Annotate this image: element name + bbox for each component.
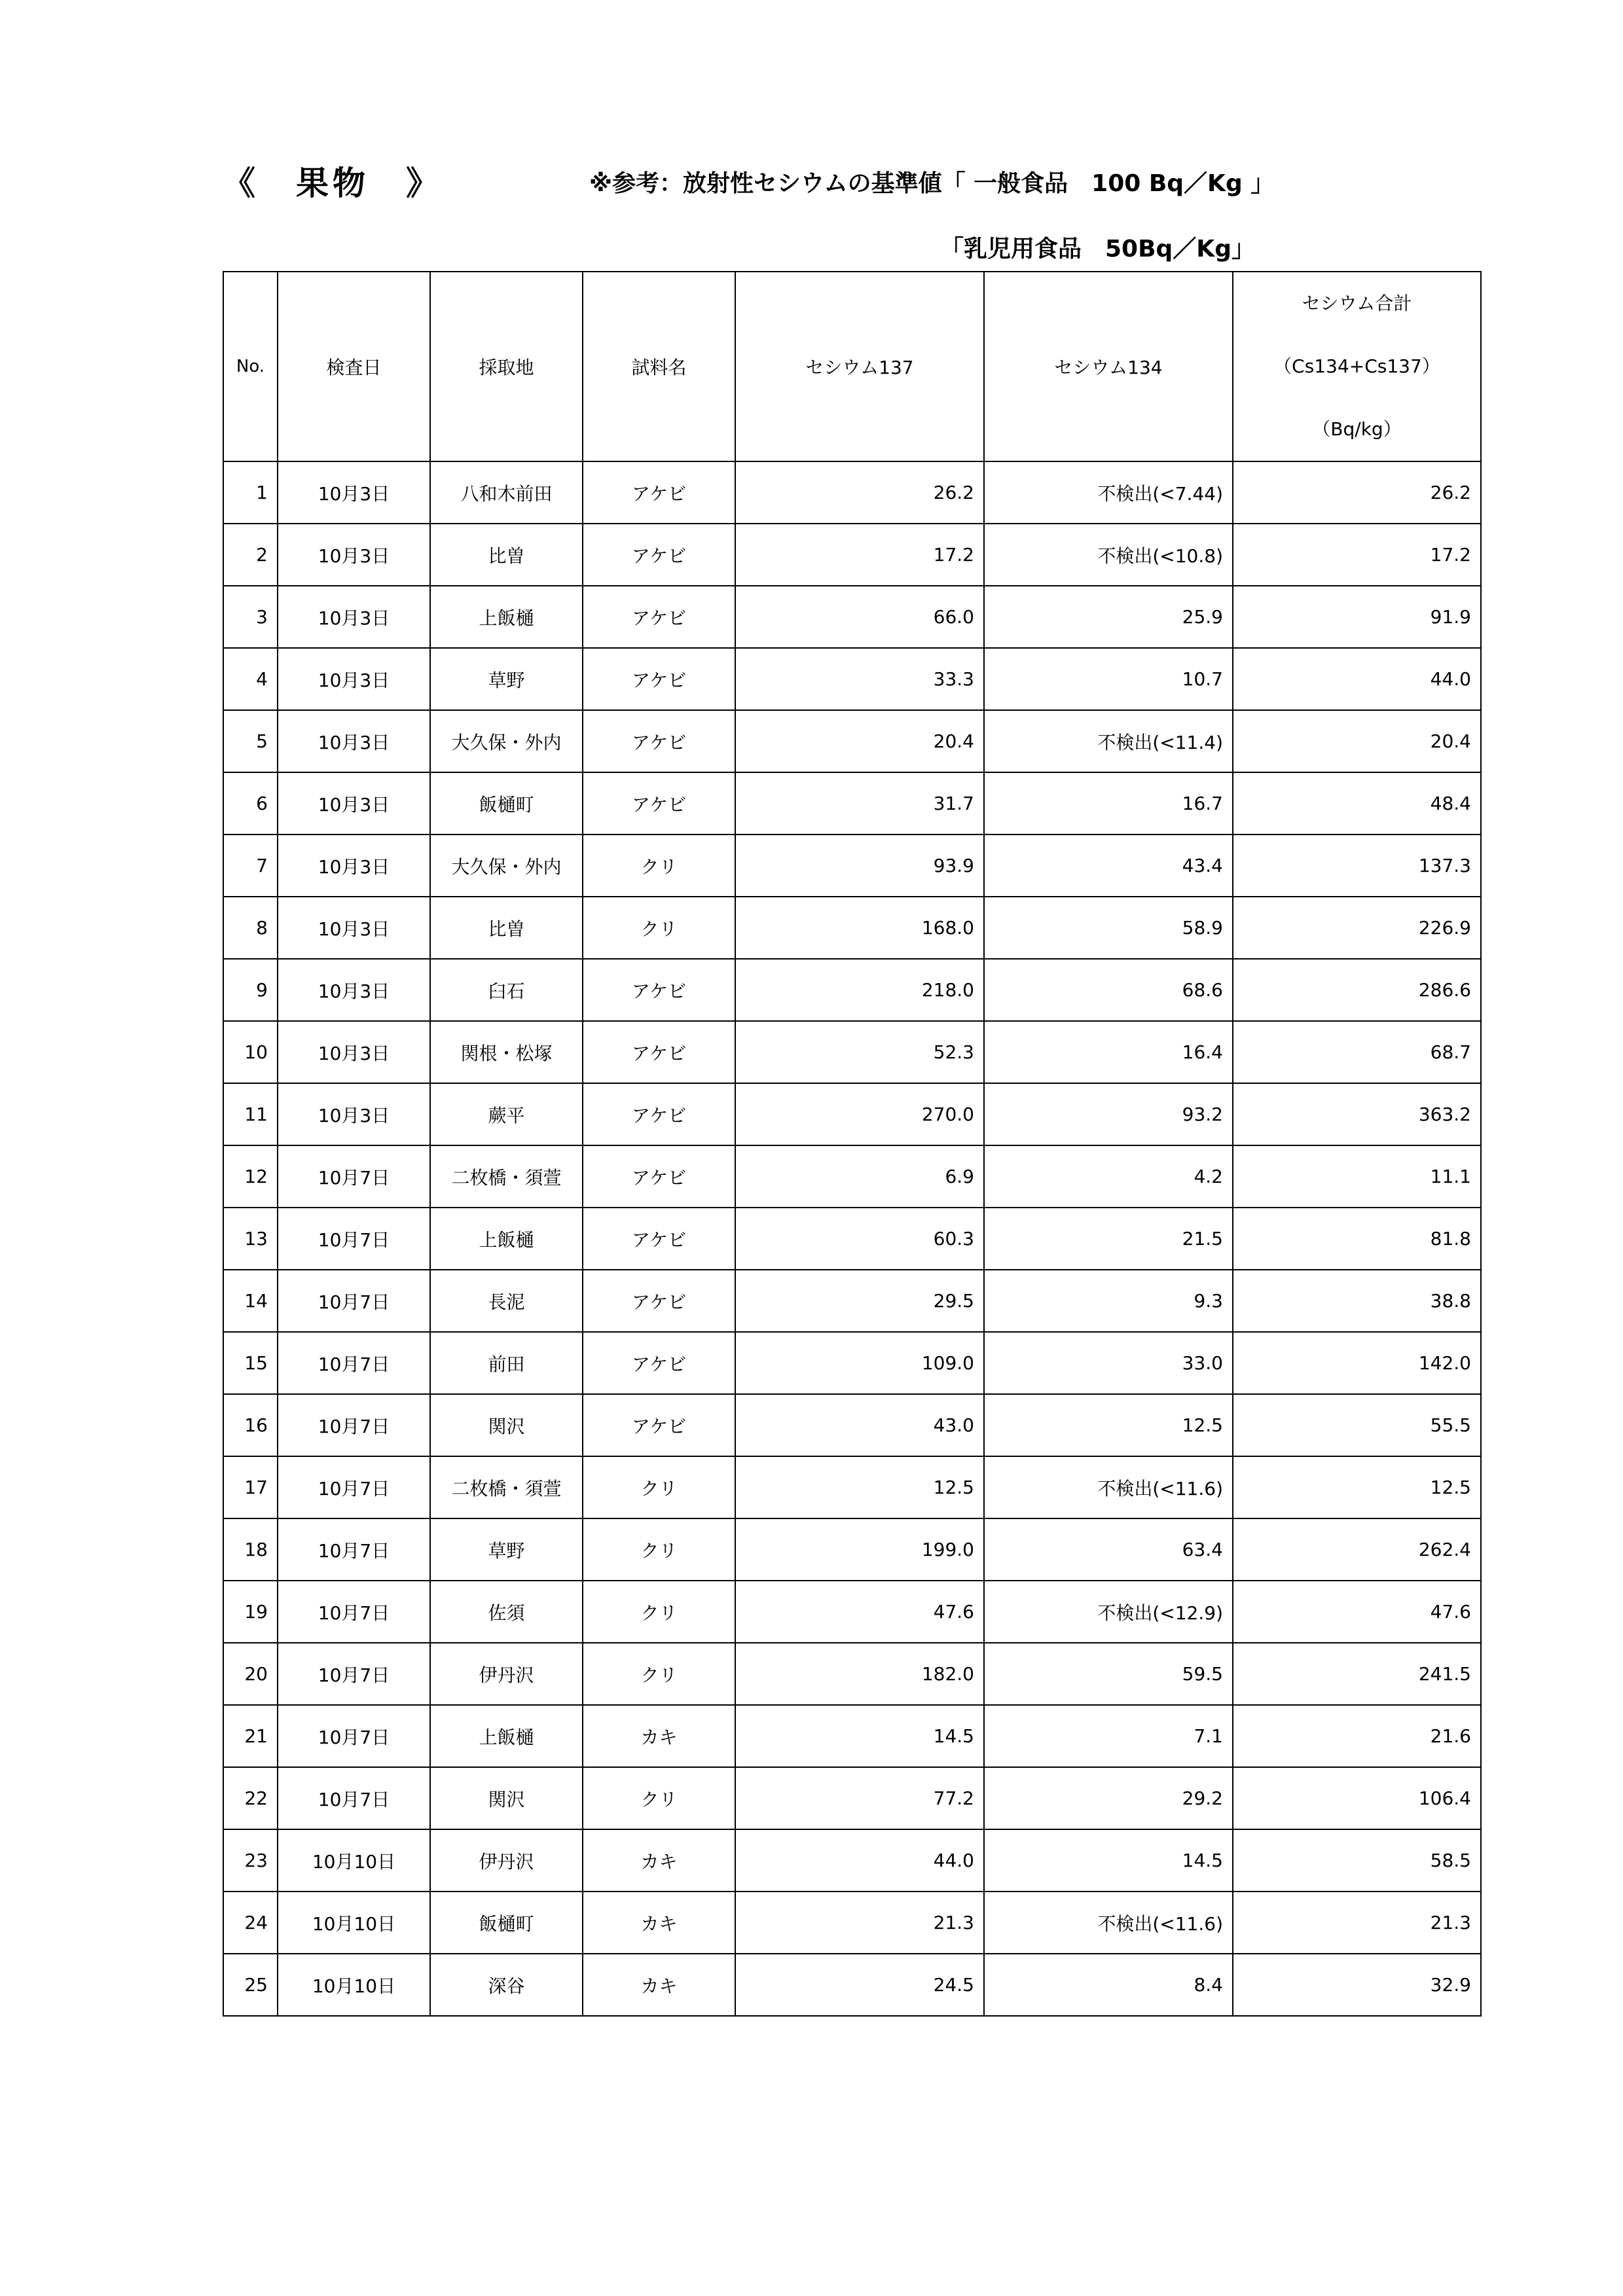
cell-cs137: 12.5 [735,1456,984,1518]
cell-sample: アケビ [583,1394,735,1456]
cell-total: 286.6 [1233,959,1481,1021]
cell-location: 比曽 [430,897,583,959]
cell-date: 10月3日 [278,461,430,524]
cell-date: 10月7日 [278,1394,430,1456]
cell-cs137: 17.2 [735,524,984,586]
cell-total: 32.9 [1233,1954,1481,2016]
table-row [223,1767,1481,1829]
cell-date: 10月3日 [278,772,430,834]
reference-infant-limit: 「乳児用食品 50Bq／Kg」 [940,236,1255,262]
cell-cs137: 20.4 [735,710,984,772]
cell-date: 10月7日 [278,1581,430,1643]
cell-cs134: 不検出(<11.6) [984,1892,1233,1954]
cell-no: 21 [223,1705,278,1767]
table-row [223,1021,1481,1083]
cell-cs137: 60.3 [735,1208,984,1270]
table-row [223,1518,1481,1581]
cell-date: 10月7日 [278,1456,430,1518]
cell-total: 26.2 [1233,461,1481,524]
cell-date: 10月3日 [278,710,430,772]
cell-total: 11.1 [1233,1145,1481,1208]
cell-cs137: 43.0 [735,1394,984,1456]
cell-total: 91.9 [1233,586,1481,648]
cell-total: 363.2 [1233,1083,1481,1145]
cell-no: 1 [223,461,278,524]
cell-total: 20.4 [1233,710,1481,772]
cell-no: 24 [223,1892,278,1954]
cell-no: 3 [223,586,278,648]
cell-date: 10月3日 [278,648,430,710]
cell-cs137: 66.0 [735,586,984,648]
table-row [223,1145,1481,1208]
cell-no: 14 [223,1270,278,1332]
cell-sample: アケビ [583,648,735,710]
cell-location: 二枚橋・須萱 [430,1145,583,1208]
cell-cs134: 93.2 [984,1083,1233,1145]
cell-location: 二枚橋・須萱 [430,1456,583,1518]
cell-no: 9 [223,959,278,1021]
cell-date: 10月3日 [278,1083,430,1145]
cell-location: 関沢 [430,1394,583,1456]
cell-cs134: 10.7 [984,648,1233,710]
header-total-line2: （Cs134+Cs137） [1273,355,1440,377]
cell-cs134: 不検出(<11.6) [984,1456,1233,1518]
cell-total: 21.6 [1233,1705,1481,1767]
table-row [223,1643,1481,1705]
table-row [223,1394,1481,1456]
cell-cs137: 93.9 [735,834,984,897]
cell-cs134: 68.6 [984,959,1233,1021]
cell-date: 10月7日 [278,1518,430,1581]
cell-date: 10月7日 [278,1332,430,1394]
header-date: 検査日 [278,272,430,461]
header-total-line3: （Bq/kg） [1312,418,1402,440]
cell-location: 伊丹沢 [430,1643,583,1705]
table-row [223,1892,1481,1954]
cell-cs134: 16.7 [984,772,1233,834]
cell-no: 23 [223,1829,278,1892]
cell-location: 前田 [430,1332,583,1394]
cell-date: 10月7日 [278,1270,430,1332]
cell-sample: アケビ [583,1021,735,1083]
table-row [223,1332,1481,1394]
cell-no: 17 [223,1456,278,1518]
table-body [223,461,1481,2016]
cell-cs137: 218.0 [735,959,984,1021]
cell-total: 38.8 [1233,1270,1481,1332]
cell-date: 10月10日 [278,1954,430,2016]
cell-no: 5 [223,710,278,772]
cell-date: 10月3日 [278,834,430,897]
table-row [223,897,1481,959]
cell-cs137: 109.0 [735,1332,984,1394]
header-sample: 試料名 [583,272,735,461]
cell-sample: カキ [583,1954,735,2016]
cell-no: 11 [223,1083,278,1145]
cell-no: 19 [223,1581,278,1643]
table-row [223,959,1481,1021]
cell-sample: アケビ [583,1145,735,1208]
cell-sample: アケビ [583,524,735,586]
cell-total: 68.7 [1233,1021,1481,1083]
cell-total: 137.3 [1233,834,1481,897]
cell-cs134: 29.2 [984,1767,1233,1829]
table-row [223,1829,1481,1892]
cell-sample: アケビ [583,959,735,1021]
cell-date: 10月7日 [278,1145,430,1208]
cell-sample: アケビ [583,1083,735,1145]
cell-cs134: 21.5 [984,1208,1233,1270]
cell-sample: クリ [583,834,735,897]
cell-sample: カキ [583,1892,735,1954]
cell-cs134: 59.5 [984,1643,1233,1705]
cell-total: 17.2 [1233,524,1481,586]
cell-cs137: 168.0 [735,897,984,959]
cell-sample: クリ [583,1456,735,1518]
cell-date: 10月3日 [278,959,430,1021]
cell-cs134: 不検出(<10.8) [984,524,1233,586]
cell-total: 226.9 [1233,897,1481,959]
cell-no: 12 [223,1145,278,1208]
cell-cs134: 8.4 [984,1954,1233,2016]
cell-cs134: 9.3 [984,1270,1233,1332]
table-row [223,772,1481,834]
table-row [223,1208,1481,1270]
table-row [223,524,1481,586]
cell-total: 55.5 [1233,1394,1481,1456]
cell-location: 長泥 [430,1270,583,1332]
header-location: 採取地 [430,272,583,461]
cell-location: 比曽 [430,524,583,586]
reference-general-limit: ※参考：放射性セシウムの基準値「 一般食品 100 Bq／Kg 」 [589,170,1275,197]
page-title: 《 果物 》 [223,164,443,202]
table-row [223,1954,1481,2016]
cell-total: 106.4 [1233,1767,1481,1829]
table-row [223,1705,1481,1767]
cell-cs137: 24.5 [735,1954,984,2016]
cell-cs137: 14.5 [735,1705,984,1767]
cell-location: 飯樋町 [430,1892,583,1954]
header-no: No. [223,272,278,461]
cell-total: 12.5 [1233,1456,1481,1518]
cell-cs137: 182.0 [735,1643,984,1705]
cell-location: 関根・松塚 [430,1021,583,1083]
cell-location: 上飯樋 [430,586,583,648]
header-total [1233,272,1481,461]
cell-cs134: 63.4 [984,1518,1233,1581]
cell-sample: アケビ [583,461,735,524]
cell-date: 10月3日 [278,586,430,648]
cell-no: 2 [223,524,278,586]
cell-sample: アケビ [583,710,735,772]
header-cs137: セシウム137 [735,272,984,461]
cell-total: 47.6 [1233,1581,1481,1643]
cell-total: 48.4 [1233,772,1481,834]
cell-no: 22 [223,1767,278,1829]
cell-date: 10月10日 [278,1829,430,1892]
cell-no: 25 [223,1954,278,2016]
cell-cs134: 16.4 [984,1021,1233,1083]
cell-cs137: 6.9 [735,1145,984,1208]
table-row [223,1456,1481,1518]
cell-cs134: 25.9 [984,586,1233,648]
table-row [223,1581,1481,1643]
cesium-results-table [223,271,1482,2017]
header-row [223,272,1481,461]
cell-no: 6 [223,772,278,834]
cell-date: 10月3日 [278,524,430,586]
cell-cs137: 47.6 [735,1581,984,1643]
cell-sample: カキ [583,1829,735,1892]
cell-no: 20 [223,1643,278,1705]
cell-total: 142.0 [1233,1332,1481,1394]
table-row [223,586,1481,648]
cell-sample: クリ [583,897,735,959]
cell-cs134: 不検出(<11.4) [984,710,1233,772]
cell-cs137: 270.0 [735,1083,984,1145]
cell-date: 10月3日 [278,897,430,959]
cell-sample: アケビ [583,586,735,648]
cell-location: 上飯樋 [430,1705,583,1767]
cell-location: 大久保・外内 [430,834,583,897]
cell-cs134: 7.1 [984,1705,1233,1767]
cell-no: 4 [223,648,278,710]
cell-sample: アケビ [583,1332,735,1394]
cell-date: 10月7日 [278,1767,430,1829]
cell-location: 伊丹沢 [430,1829,583,1892]
cell-no: 10 [223,1021,278,1083]
cell-date: 10月7日 [278,1705,430,1767]
cell-location: 深谷 [430,1954,583,2016]
cell-location: 関沢 [430,1767,583,1829]
cell-total: 262.4 [1233,1518,1481,1581]
cell-cs137: 33.3 [735,648,984,710]
cell-date: 10月7日 [278,1643,430,1705]
cell-location: 草野 [430,648,583,710]
cell-cs134: 58.9 [984,897,1233,959]
cell-total: 44.0 [1233,648,1481,710]
cell-location: 大久保・外内 [430,710,583,772]
cell-cs134: 不検出(<7.44) [984,461,1233,524]
cell-sample: クリ [583,1581,735,1643]
cell-total: 21.3 [1233,1892,1481,1954]
cell-sample: アケビ [583,772,735,834]
table-row [223,834,1481,897]
cell-cs137: 77.2 [735,1767,984,1829]
table-row [223,648,1481,710]
cell-date: 10月7日 [278,1208,430,1270]
cell-cs134: 不検出(<12.9) [984,1581,1233,1643]
cell-cs137: 29.5 [735,1270,984,1332]
cell-cs134: 43.4 [984,834,1233,897]
header-cs134: セシウム134 [984,272,1233,461]
table-header [223,272,1481,461]
cell-location: 草野 [430,1518,583,1581]
cell-cs137: 21.3 [735,1892,984,1954]
cell-no: 7 [223,834,278,897]
cell-location: 八和木前田 [430,461,583,524]
cell-location: 蕨平 [430,1083,583,1145]
cell-sample: カキ [583,1705,735,1767]
cell-cs137: 52.3 [735,1021,984,1083]
cell-date: 10月10日 [278,1892,430,1954]
cell-no: 18 [223,1518,278,1581]
cell-location: 佐須 [430,1581,583,1643]
cell-location: 飯樋町 [430,772,583,834]
cell-date: 10月3日 [278,1021,430,1083]
table-row [223,461,1481,524]
cell-location: 臼石 [430,959,583,1021]
cell-cs134: 12.5 [984,1394,1233,1456]
cell-cs137: 44.0 [735,1829,984,1892]
cell-no: 15 [223,1332,278,1394]
cell-cs134: 33.0 [984,1332,1233,1394]
cell-sample: クリ [583,1518,735,1581]
table-row [223,1083,1481,1145]
cell-total: 241.5 [1233,1643,1481,1705]
header-total-line1: セシウム合計 [1302,293,1412,314]
cell-sample: アケビ [583,1270,735,1332]
cell-cs137: 26.2 [735,461,984,524]
cell-total: 81.8 [1233,1208,1481,1270]
table-row [223,1270,1481,1332]
cell-no: 16 [223,1394,278,1456]
cell-total: 58.5 [1233,1829,1481,1892]
cell-cs134: 4.2 [984,1145,1233,1208]
cell-sample: クリ [583,1767,735,1829]
cell-cs137: 199.0 [735,1518,984,1581]
cell-no: 8 [223,897,278,959]
cell-sample: アケビ [583,1208,735,1270]
cell-cs134: 14.5 [984,1829,1233,1892]
cell-cs137: 31.7 [735,772,984,834]
table-row [223,710,1481,772]
cell-sample: クリ [583,1643,735,1705]
cell-location: 上飯樋 [430,1208,583,1270]
cell-no: 13 [223,1208,278,1270]
